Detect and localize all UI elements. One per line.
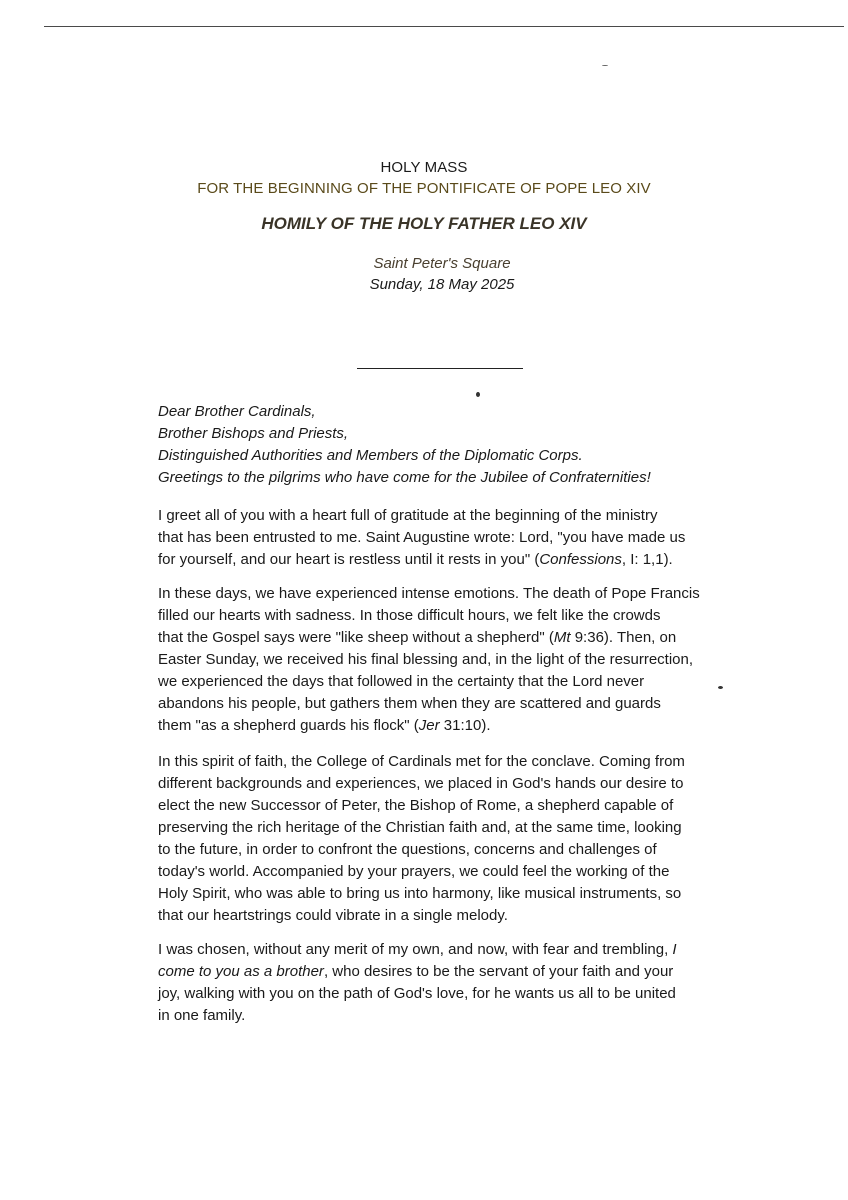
text-run: them "as a shepherd guards his flock" ( xyxy=(158,717,419,734)
text-line xyxy=(158,939,728,961)
paragraph-2 xyxy=(158,583,728,737)
text-line xyxy=(158,961,728,983)
emphasis: come to you as a brother xyxy=(158,963,324,980)
text-line: preserving the rich heritage of the Christian faith and, at the same time, looking xyxy=(158,819,682,836)
homily-title: HOMILY OF THE HOLY FATHER LEO XIV xyxy=(261,214,587,233)
text-run: that the Gospel says were "like sheep without a shepherd" ( xyxy=(158,629,554,646)
section-divider xyxy=(357,368,523,369)
citation: Jer xyxy=(418,717,440,734)
text-line: Easter Sunday, we received his final blessing and, in the light of the resurrection, xyxy=(158,651,694,668)
text-line: in one family. xyxy=(158,1007,246,1024)
text-line: In these days, we have experienced intense emotions. The death of Pope Francis xyxy=(158,585,700,602)
paragraph-3 xyxy=(158,751,728,927)
text-run: , who desires to be the servant of your faith and your xyxy=(323,963,674,980)
paragraph-4 xyxy=(158,939,728,1027)
citation: Confessions xyxy=(539,551,622,568)
text-line xyxy=(158,549,728,571)
text-line: that has been entrusted to me. Saint Augustine wrote: Lord, "you have made us xyxy=(158,529,686,546)
text-line: elect the new Successor of Peter, the Bishop of Rome, a shepherd capable of xyxy=(158,797,674,814)
greeting-line: Brother Bishops and Priests, xyxy=(158,425,349,442)
place-line: Saint Peter's Square xyxy=(373,255,511,272)
text-line: abandons his people, but gathers them when they are scattered and guards xyxy=(158,695,661,712)
text-line: today's world. Accompanied by your prayers, we could feel the working of the xyxy=(158,863,670,880)
text-run: , I: 1,1). xyxy=(621,551,673,568)
text-line: I greet all of you with a heart full of gratitude at the beginning of the ministry xyxy=(158,507,658,524)
text-line: In this spirit of faith, the College of Cardinals met for the conclave. Coming from xyxy=(158,753,685,770)
text-line: to the future, in order to confront the questions, concerns and challenges of xyxy=(158,841,657,858)
text-line: filled our hearts with sadness. In those difficult hours, we felt like the crowds xyxy=(158,607,661,624)
citation: Mt xyxy=(553,629,571,646)
text-run: for yourself, and our heart is restless until it rests in you" ( xyxy=(158,551,540,568)
text-line xyxy=(158,715,728,737)
greeting-block xyxy=(158,401,651,489)
greeting-line: Distinguished Authorities and Members of the Diplomatic Corps. xyxy=(158,447,583,464)
emphasis: I xyxy=(672,941,677,958)
text-line: Holy Spirit, who was able to bring us into harmony, like musical instruments, so xyxy=(158,885,682,902)
text-line xyxy=(158,627,728,649)
text-run: I was chosen, without any merit of my own, and now, with fear and trembling, xyxy=(158,941,673,958)
scan-speck xyxy=(602,65,608,66)
greeting-line: Greetings to the pilgrims who have come for the Jubilee of Confraternities! xyxy=(158,469,651,486)
scan-top-edge-line xyxy=(44,26,844,27)
mass-heading: HOLY MASS xyxy=(380,159,468,176)
text-line: different backgrounds and experiences, we placed in God's hands our desire to xyxy=(158,775,684,792)
text-run: 9:36). Then, on xyxy=(570,629,677,646)
text-line: we experienced the days that followed in the certainty that the Lord never xyxy=(158,673,645,690)
text-line: that our heartstrings could vibrate in a single melody. xyxy=(158,907,508,924)
date-line: Sunday, 18 May 2025 xyxy=(369,276,515,293)
paragraph-1 xyxy=(158,505,728,571)
text-run: 31:10). xyxy=(439,717,491,734)
greeting-line: Dear Brother Cardinals, xyxy=(158,403,316,420)
mass-subheading: FOR THE BEGINNING OF THE PONTIFICATE OF POPE LEO XIV xyxy=(197,180,651,197)
scan-speck xyxy=(476,392,480,397)
text-line: joy, walking with you on the path of God's love, for he wants us all to be united xyxy=(158,985,676,1002)
